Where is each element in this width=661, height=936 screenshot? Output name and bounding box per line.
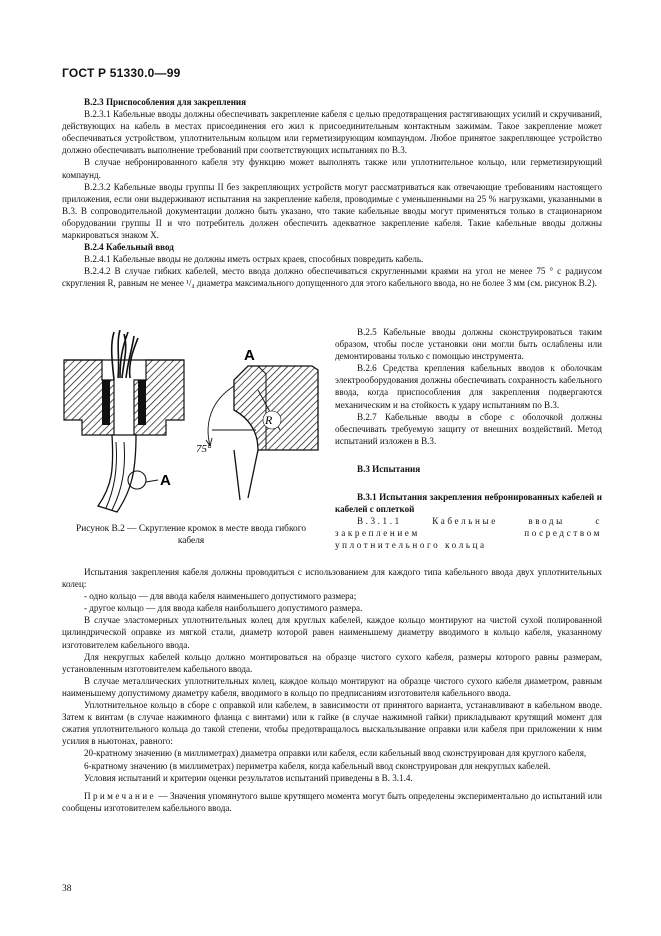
leader-line	[146, 480, 158, 482]
paragraph-b231: В.2.3.1 Кабельные вводы должны обеспечивать закрепление кабеля с целью предотвращения растягивающих усилий и скручиваний, действующих на кабель в местах присоединения его жил к присоединительным контактным зажимам. Такое закрепление может обеспечиваться устройством, уплотнительным кольцом или герметизирующим компаундом. Любое принятое закрепляющее устройство должно обеспечивать выполнение требований при соответствующих испытаниях по В.3.	[62, 109, 602, 156]
paragraph-metal-rings: В случае металлических уплотнительных колец, каждое кольцо монтируют на образце чистого сухого кабеля диаметром, равным наименьшему допустимому диаметру кабеля, вводимого в кольцо по предписаниям изготовителя кабельного ввода.	[62, 675, 602, 698]
paragraph-elastomer: В случае эластомерных уплотнительных колец для круглых кабелей, каждое кольцо монтируют на чистой сухой полированной цилиндрической оправке из мягкой стали, диаметр которой равен наименьшему диаметру вводимого в кольцо кабеля, указанному изготовителем кабельного ввода.	[62, 615, 602, 650]
detail-a-enlarged	[206, 366, 318, 500]
section-title-b3: В.3 Испытания	[357, 463, 421, 474]
paragraph-rings-intro: Испытания закрепления кабеля должны проводиться с использованием для каждого типа кабельного ввода двух уплотнительных колец:	[62, 567, 602, 590]
top-text-block	[62, 96, 602, 290]
note-text: — Значения упомянутого выше крутящего момента могут быть определены экспериментально до испытаний или сообщены изготовителем кабельного ввода.	[62, 790, 602, 813]
paragraph-round-cable: 20-кратному значению (в миллиметрах) диаметра оправки или кабеля, если кабельный ввод сконструирован для круглого кабеля,	[84, 748, 587, 759]
bottom-text-block	[62, 566, 602, 814]
standard-header: ГОСТ Р 51330.0—99	[62, 66, 181, 80]
paragraph-b311: В.3.1.1 Кабельные вводы с закреплением посредством уплотнительного кольца	[335, 516, 602, 551]
paragraph-conditions: Условия испытаний и критерии оценки результатов испытаний приведены в В. 3.1.4.	[84, 772, 413, 783]
figure-caption: Рисунок В.2 — Скругление кромок в месте ввода гибкого кабеля	[75, 524, 307, 547]
section-title-b24: В.2.4 Кабельный ввод	[84, 242, 174, 253]
list-item-largest: - другое кольцо — для ввода кабеля наибольшего допустимого размера.	[84, 603, 363, 614]
label-angle: 75°	[196, 443, 212, 455]
note-paragraph	[62, 790, 602, 814]
paragraph-torque: Уплотнительное кольцо в сборе с оправкой или кабелем, в зависимости от принятого варианта, устанавливают в кабельном вводе. Затем к винтам (в случае нажимного фланца с винтами) или к гайке (в случае нажимной гайки) прикладывают крутящий момент для сжатия уплотнительного кольца до такой степени, чтобы предотвращалось выскальзывание оправки или кабеля при приложении к ним усилия в ньютонах, равного:	[62, 700, 602, 747]
paragraph-nonround-cable: 6-кратному значению (в миллиметрах) периметра кабеля, когда кабельный ввод сконструирован для некруглых кабелей.	[84, 760, 551, 771]
paragraph-b241: В.2.4.1 Кабельные вводы не должны иметь острых краев, способных повредить кабель.	[84, 254, 424, 265]
label-a-left: A	[160, 472, 171, 489]
paragraph-b232: В.2.3.2 Кабельные вводы группы II без закрепляющих устройств могут рассматриваться как отвечающие требованиям настоящего приложения, если они выдерживают испытания на закрепление кабеля, проводимые с уменьшенными на 25 % нагрузками, указанными в В.3. В сопроводительной документации должно быть указано, что такие кабельные вводы могут применяться только в стационарном оборудовании группы II и что потребитель должен обеспечить адекватное закрепление кабеля. Такие кабельные вводы должны маркироваться знаком X.	[62, 181, 602, 241]
section-title-b31: В.3.1 Испытания закрепления небронированных кабелей и кабелей с оплеткой	[335, 492, 602, 515]
label-r: R	[265, 413, 273, 427]
gland-cross-section	[64, 360, 184, 435]
paragraph-b231-b: В случае небронированного кабеля эту функцию может выполнять также или уплотнительное кольцо, или герметизирующий компаунд.	[62, 157, 602, 180]
right-column-text	[335, 326, 602, 552]
paragraph-b25: В.2.5 Кабельные вводы должны сконструироваться таким образом, чтобы после установки они могли быть ослаблены или демонтированы только с помощью инструмента.	[335, 327, 602, 362]
figure-b2	[62, 330, 324, 520]
label-a-detail: A	[244, 347, 255, 364]
paragraph-b242: В.2.4.2 В случае гибких кабелей, место ввода должно обеспечиваться скругленными краями на угол не менее 75 ° с радиусом скругления R, равным не менее ¹/₄ диаметра максимального допущенного для этого кабельного ввода, но не более 3 мм (см. рисунок В.2).	[62, 266, 602, 289]
figure-b2-drawing	[62, 330, 324, 515]
list-item-smallest: - одно кольцо — для ввода кабеля наименьшего допустимого размера;	[84, 591, 357, 602]
paragraph-noncircular: Для некруглых кабелей кольцо должно монтироваться на образце чистого сухого кабеля, размеры которого равны размерам, установленным изготовителем кабельного ввода.	[62, 651, 602, 674]
page-number: 38	[62, 884, 72, 894]
note-label: Примечание	[84, 790, 156, 801]
section-title-b23: В.2.3 Приспособления для закрепления	[84, 97, 247, 107]
paragraph-b27: В.2.7 Кабельные вводы в сборе с оболочкой должны обеспечивать требуемую защиту от внешних воздействий. Метод испытаний изложен в В.3.	[335, 411, 602, 446]
cable-wires	[112, 330, 138, 380]
paragraph-b26: В.2.6 Средства крепления кабельных вводов к оболочкам электрооборудования должны обеспечивать сохранность кабельного ввода, когда приспособления для закрепления подвергаются механическим и на стойкость к удару испытаниям по В.3.	[335, 363, 602, 410]
